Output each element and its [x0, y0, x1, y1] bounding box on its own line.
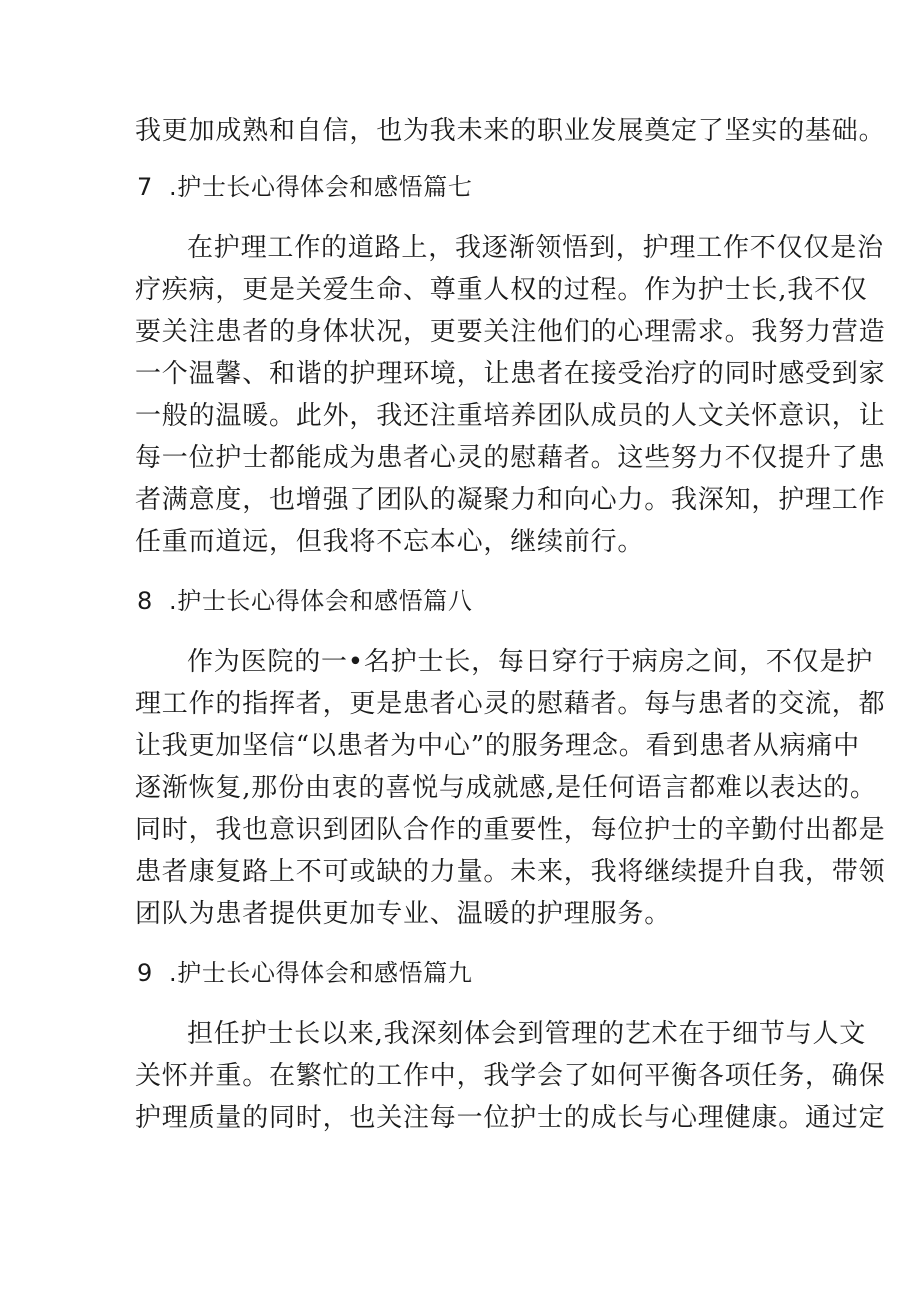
paragraph-line: 者满意度，也增强了团队的凝聚力和向心力。我深知，护理工作	[135, 485, 886, 515]
paragraph-line: 护理质量的同时，也关注每一位护士的成长与心理健康。通过定	[135, 1103, 886, 1133]
paragraph-line: 在护理工作的道路上，我逐渐领悟到，护理工作不仅仅是治	[187, 233, 884, 263]
section-heading-9	[137, 956, 472, 990]
paragraph-line: 团队为患者提供更加专业、温暖的护理服务。	[135, 899, 672, 929]
section-title: .护士长心得体会和感悟篇九	[169, 959, 473, 987]
section-title: .护士长心得体会和感悟篇八	[169, 587, 473, 615]
paragraph-line: 我更加成熟和自信，也为我未来的职业发展奠定了坚实的基础。	[135, 116, 886, 146]
paragraph-line: 疗疾病，更是关爱生命、尊重人权的过程。作为护士长,我不仅	[135, 275, 868, 305]
section-heading-8	[137, 584, 472, 618]
paragraph-line: 患者康复路上不可或缺的力量。未来，我将继续提升自我，带领	[135, 857, 886, 887]
paragraph-line: 一般的温暖。此外，我还注重培养团队成员的人文关怀意识，让	[135, 401, 886, 431]
paragraph-line: 让我更加坚信“以患者为中心”的服务理念。看到患者从病痛中	[135, 731, 860, 761]
paragraph-line: 要关注患者的身体状况，更要关注他们的心理需求。我努力营造	[135, 317, 886, 347]
paragraph-line: 担任护士长以来,我深刻体会到管理的艺术在于细节与人文	[187, 1019, 867, 1049]
section-number: 8	[137, 587, 153, 615]
paragraph-line: 任重而道远，但我将不忘本心，继续前行。	[135, 527, 645, 557]
section-number: 9	[137, 959, 153, 987]
paragraph-line: 同时，我也意识到团队合作的重要性，每位护士的辛勤付出都是	[135, 815, 886, 845]
paragraph-line: 关怀并重。在繁忙的工作中，我学会了如何平衡各项任务，确保	[135, 1061, 886, 1091]
paragraph-line: 理工作的指挥者，更是患者心灵的慰藉者。每与患者的交流，都	[135, 689, 886, 719]
paragraph-line: 作为医院的一•名护士长，每日穿行于病房之间，不仅是护	[187, 647, 874, 677]
section-heading-7	[137, 170, 472, 204]
section-title: .护士长心得体会和感悟篇七	[169, 173, 473, 201]
paragraph-line: 逐渐恢复,那份由衷的喜悦与成就感,是任何语言都难以表达的。	[135, 773, 877, 803]
paragraph-line: 每一位护士都能成为患者心灵的慰藉者。这些努力不仅提升了患	[135, 443, 886, 473]
section-number: 7	[137, 173, 153, 201]
paragraph-line: 一个温馨、和谐的护理环境，让患者在接受治疗的同时感受到家	[135, 359, 886, 389]
